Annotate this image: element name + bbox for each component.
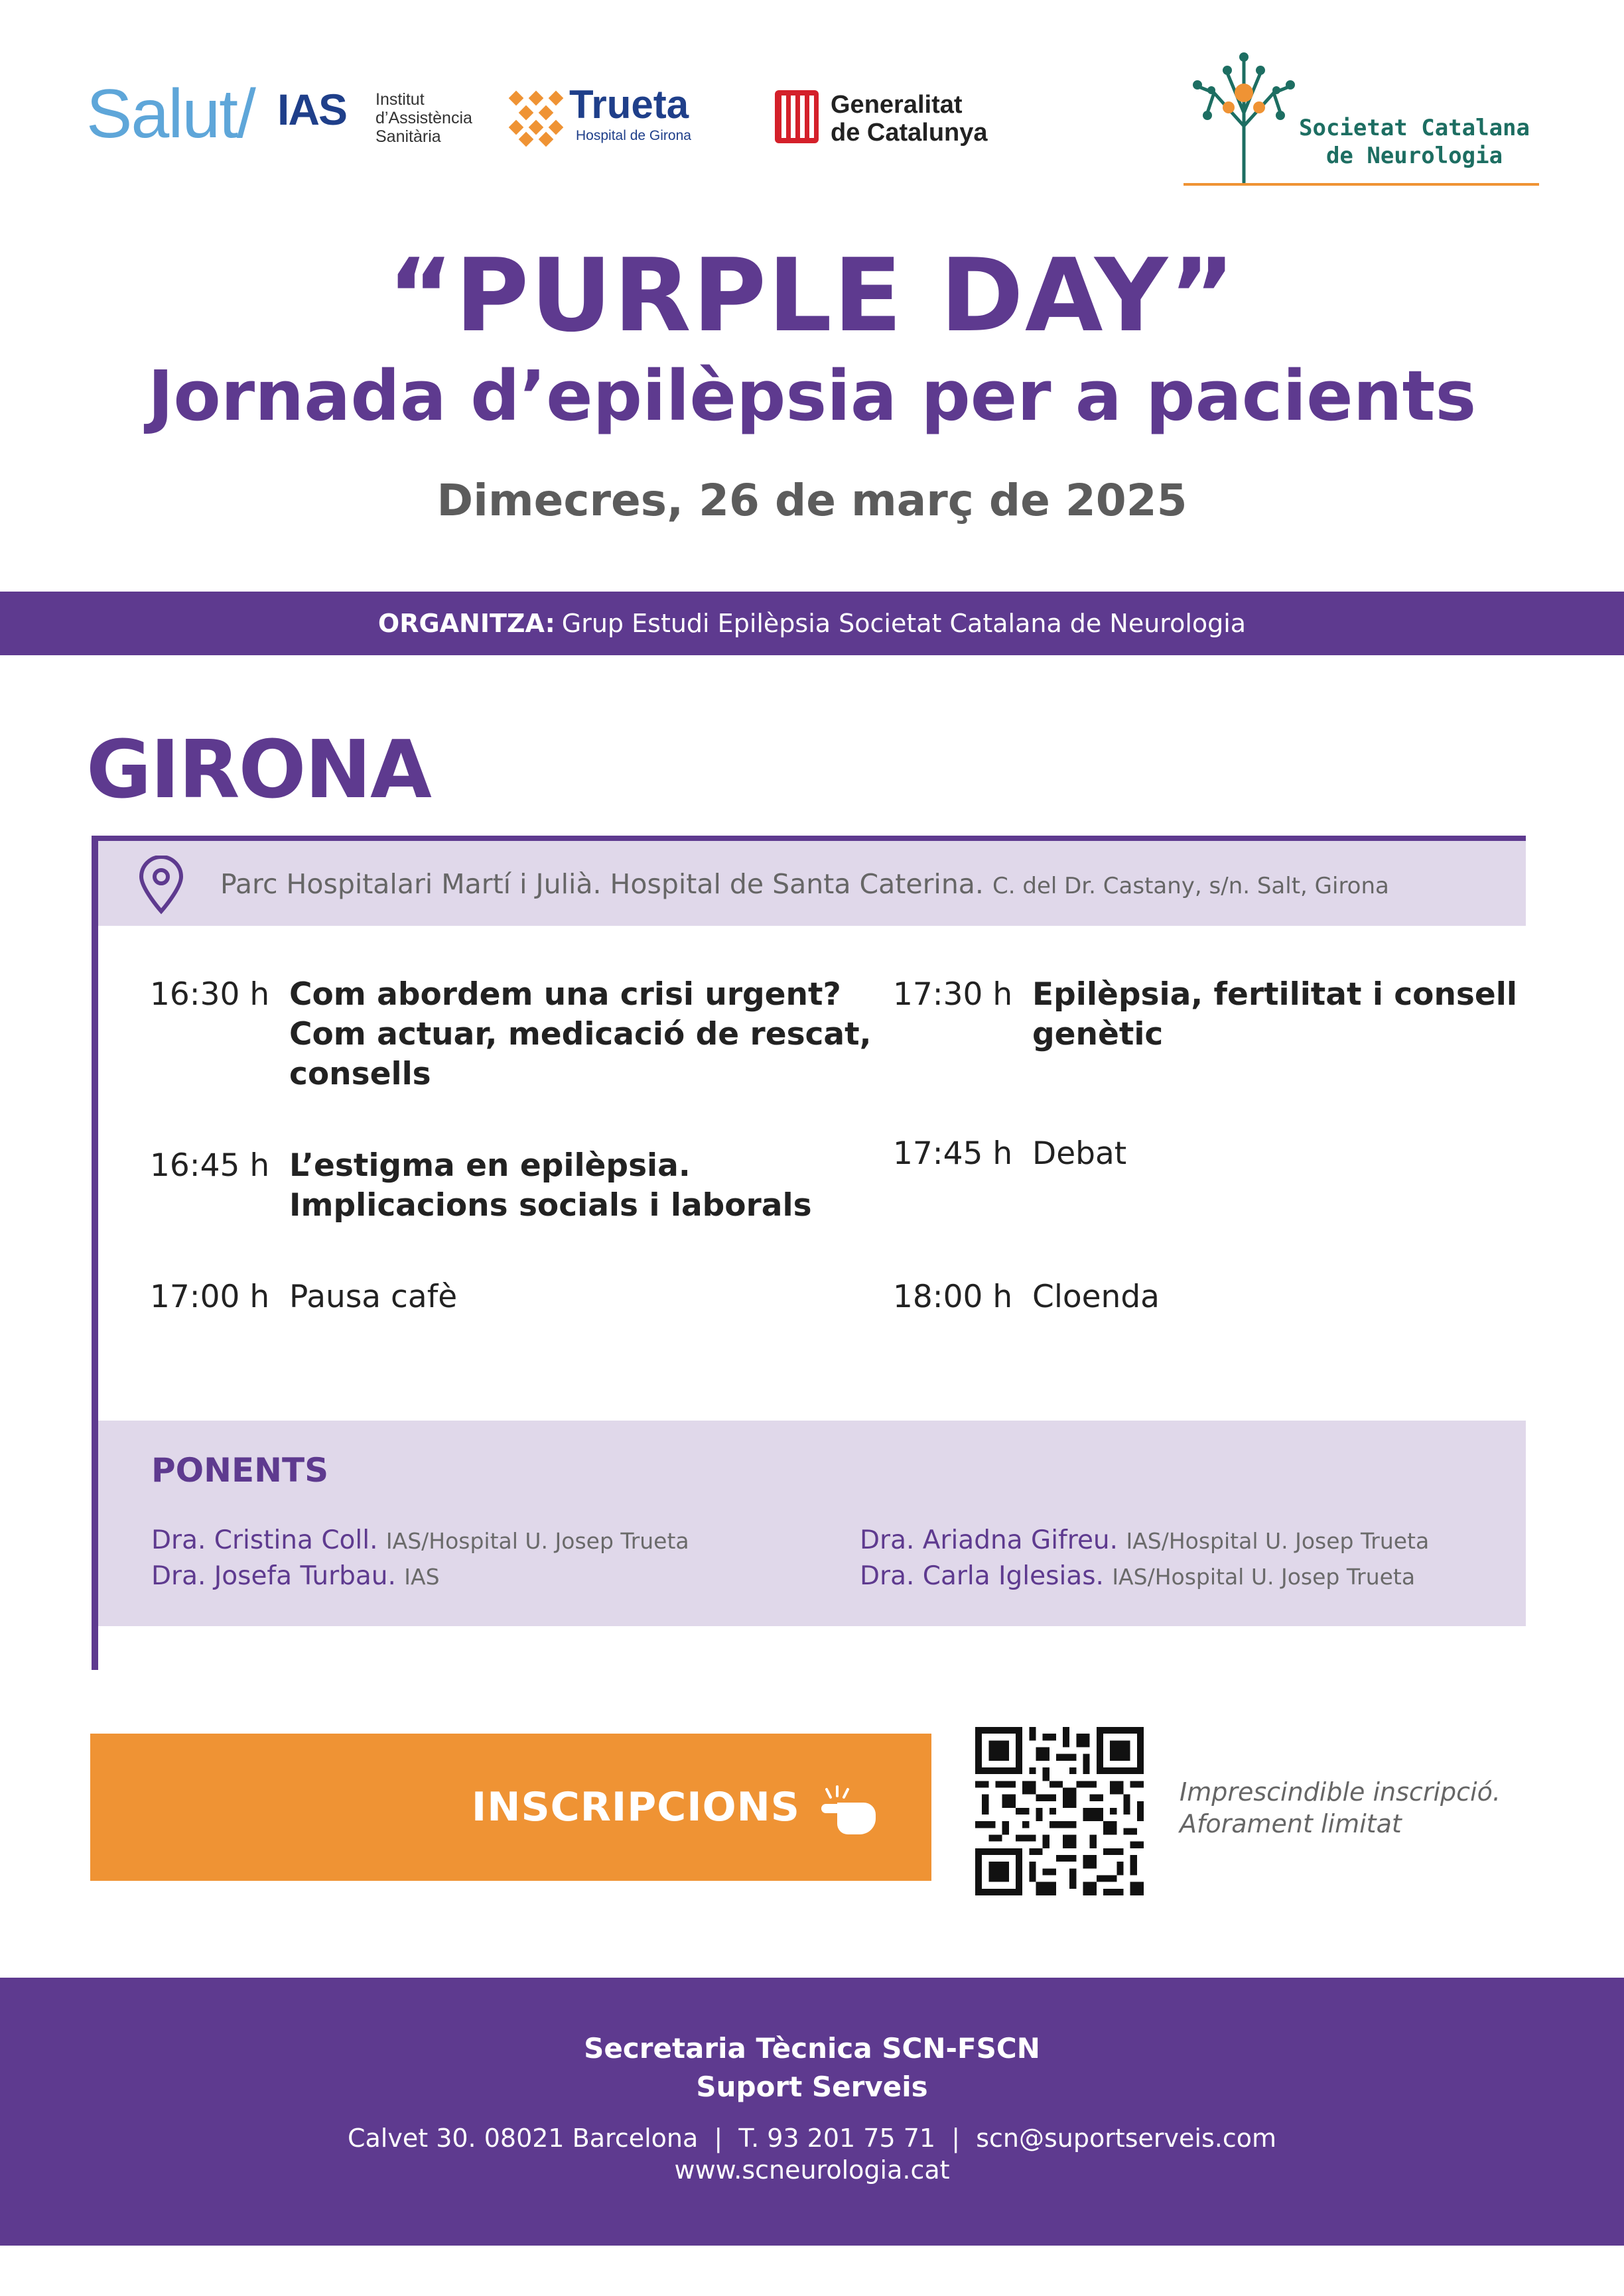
program-time: 18:00 h [893, 1279, 1013, 1315]
program-time: 17:00 h [150, 1279, 270, 1315]
location-detail: C. del Dr. Castany, s/n. Salt, Girona [992, 873, 1389, 899]
footer-contact-line: Calvet 30. 08021 Barcelona | T. 93 201 75 71 | scn@suportserveis.com [347, 2124, 1277, 2153]
footer-title-line: Suport Serveis [696, 2071, 928, 2103]
location-text [220, 865, 1389, 905]
talk-line: Com actuar, medicació de rescat, [289, 1016, 872, 1052]
speaker-affiliation: IAS/Hospital U. Josep Trueta [1112, 1564, 1416, 1590]
talk-line: genètic [1032, 1016, 1164, 1052]
gencat-line: de Catalunya [831, 119, 988, 147]
note-line: Aforament limitat [1180, 1809, 1402, 1838]
program-talk [289, 975, 871, 1094]
program-box-top-border [92, 836, 1526, 841]
organizer-label: ORGANITZA: [377, 609, 555, 638]
talk-line: Debat [1032, 1135, 1127, 1172]
gencat-line: Generalitat [831, 91, 963, 119]
city-heading: GIRONA [86, 724, 431, 816]
speaker [151, 1559, 440, 1595]
footer-title-line: Secretaria Tècnica SCN-FSCN [584, 2032, 1040, 2065]
organizer-value: Grup Estudi Epilèpsia Societat Catalana de Neurologia [561, 609, 1247, 638]
trueta-logo-subtitle: Hospital de Girona [576, 128, 691, 143]
scn-line: Societat Catalana [1299, 115, 1530, 141]
qr-code-icon[interactable] [975, 1727, 1144, 1895]
registration-button-label[interactable]: INSCRIPCIONS [471, 1784, 800, 1830]
program-time: 16:45 h [150, 1147, 270, 1184]
note-line: Imprescindible inscripció. [1180, 1777, 1501, 1807]
location-pin-icon [136, 856, 186, 915]
program-talk [1032, 1277, 1160, 1317]
scn-tree-logo-icon [1187, 46, 1300, 186]
speakers-title: PONENTS [151, 1451, 329, 1490]
talk-line: Epilèpsia, fertilitat i consell [1032, 976, 1517, 1013]
trueta-mark-icon [508, 90, 565, 147]
speaker [151, 1523, 689, 1559]
speaker-affiliation: IAS/Hospital U. Josep Trueta [1126, 1528, 1430, 1554]
speaker-name: Dra. Cristina Coll. [151, 1525, 378, 1555]
program-time: 17:30 h [893, 976, 1013, 1013]
speaker-name: Dra. Ariadna Gifreu. [860, 1525, 1118, 1555]
scn-logo-underline [1184, 183, 1539, 186]
program-talk [1032, 975, 1517, 1054]
ias-logo-subtitle [375, 90, 472, 146]
speaker-affiliation: IAS [404, 1564, 440, 1590]
event-date: Dimecres, 26 de març de 2025 [437, 475, 1187, 526]
speaker [860, 1559, 1415, 1595]
footer [0, 1978, 1624, 2246]
ias-sub-line: d’Assistència [375, 109, 472, 127]
program-talk [1032, 1134, 1126, 1174]
talk-line: consells [289, 1056, 431, 1092]
talk-line: Pausa cafè [289, 1279, 458, 1315]
gencat-flag-icon [775, 90, 819, 143]
talk-line: Cloenda [1032, 1279, 1160, 1315]
program-time: 17:45 h [893, 1135, 1013, 1172]
page-subtitle: Jornada d’epilèpsia per a pacients [147, 355, 1477, 436]
program-box-left-border [92, 836, 98, 1670]
program-time: 16:30 h [150, 976, 270, 1013]
registration-note [1180, 1776, 1501, 1840]
talk-line: L’estigma en epilèpsia. [289, 1147, 691, 1184]
page-title: “PURPLE DAY” [387, 237, 1237, 354]
speaker-affiliation: IAS/Hospital U. Josep Trueta [385, 1528, 689, 1554]
trueta-logo: Trueta [569, 82, 689, 127]
talk-line: Implicacions socials i laborals [289, 1187, 812, 1224]
salut-logo: Salut/ [86, 76, 255, 153]
program-talk [289, 1146, 812, 1226]
organizer-bar [0, 592, 1624, 655]
ias-sub-line: Sanitària [375, 127, 441, 146]
pointing-hand-icon [817, 1784, 881, 1837]
footer-contact [0, 2122, 1624, 2186]
location-main: Parc Hospitalari Martí i Julià. Hospital de Santa Caterina. [220, 868, 984, 900]
program-talk [289, 1277, 457, 1317]
ias-sub-line: Institut [375, 90, 425, 109]
footer-web-link[interactable]: www.scneurologia.cat [674, 2155, 950, 2185]
speaker-name: Dra. Josefa Turbau. [151, 1561, 396, 1591]
footer-title [0, 2029, 1624, 2106]
talk-line: Com abordem una crisi urgent? [289, 976, 841, 1013]
speaker [860, 1523, 1429, 1559]
scn-line: de Neurologia [1325, 143, 1503, 169]
ias-logo: IAS [277, 85, 347, 134]
speaker-name: Dra. Carla Iglesias. [860, 1561, 1104, 1591]
gencat-logo [831, 91, 988, 147]
scn-logo-text [1299, 114, 1530, 170]
